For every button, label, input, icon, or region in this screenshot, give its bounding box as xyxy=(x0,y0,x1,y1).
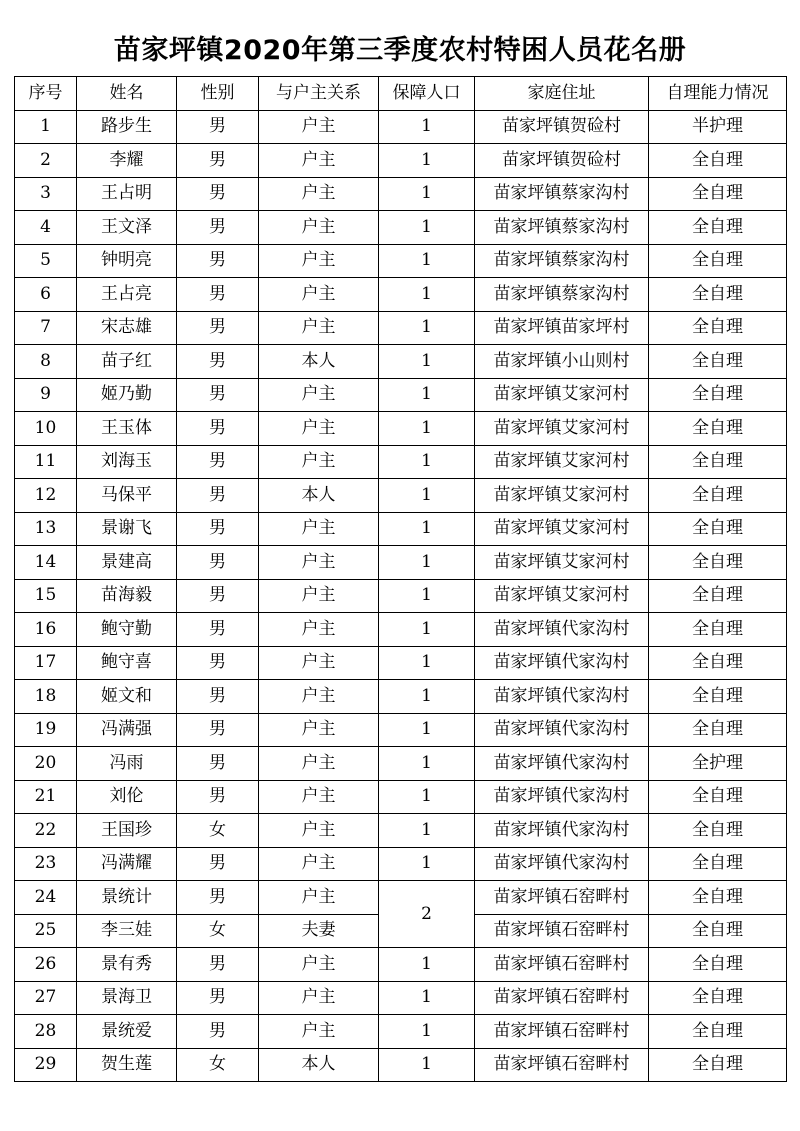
relation-to-head-cell: 户主 xyxy=(259,512,379,546)
covered-count-cell: 1 xyxy=(379,814,475,848)
covered-count-cell: 1 xyxy=(379,713,475,747)
relation-to-head-cell: 户主 xyxy=(259,780,379,814)
gender-cell: 男 xyxy=(177,110,259,144)
home-address-cell: 苗家坪镇石窑畔村 xyxy=(475,948,649,982)
gender-cell: 男 xyxy=(177,747,259,781)
gender-cell: 男 xyxy=(177,445,259,479)
row-number-cell: 11 xyxy=(15,445,77,479)
covered-count-cell: 1 xyxy=(379,512,475,546)
relation-to-head-cell: 户主 xyxy=(259,445,379,479)
covered-count-cell: 1 xyxy=(379,412,475,446)
person-name-cell: 刘海玉 xyxy=(77,445,177,479)
covered-count-cell: 1 xyxy=(379,311,475,345)
covered-count-cell: 1 xyxy=(379,110,475,144)
table-row xyxy=(15,211,787,245)
roster-table xyxy=(14,76,787,1082)
person-name-cell: 马保平 xyxy=(77,479,177,513)
gender-cell: 男 xyxy=(177,278,259,312)
covered-count-cell: 1 xyxy=(379,479,475,513)
covered-count-cell: 1 xyxy=(379,144,475,178)
person-name-cell: 路步生 xyxy=(77,110,177,144)
covered-count-cell: 1 xyxy=(379,646,475,680)
relation-to-head-cell: 户主 xyxy=(259,948,379,982)
self-care-ability-cell: 全自理 xyxy=(649,244,787,278)
gender-cell: 男 xyxy=(177,981,259,1015)
self-care-ability-cell: 全自理 xyxy=(649,479,787,513)
row-number-cell: 1 xyxy=(15,110,77,144)
table-row xyxy=(15,646,787,680)
gender-cell: 男 xyxy=(177,1015,259,1049)
covered-count-cell: 1 xyxy=(379,177,475,211)
self-care-ability-cell: 全自理 xyxy=(649,412,787,446)
gender-cell: 男 xyxy=(177,211,259,245)
table-row xyxy=(15,412,787,446)
home-address-cell: 苗家坪镇艾家河村 xyxy=(475,579,649,613)
row-number-cell: 4 xyxy=(15,211,77,245)
home-address-cell: 苗家坪镇石窑畔村 xyxy=(475,1015,649,1049)
covered-count-cell: 1 xyxy=(379,579,475,613)
header-relation: 与户主关系 xyxy=(259,77,379,111)
row-number-cell: 16 xyxy=(15,613,77,647)
home-address-cell: 苗家坪镇艾家河村 xyxy=(475,546,649,580)
self-care-ability-cell: 全自理 xyxy=(649,613,787,647)
relation-to-head-cell: 户主 xyxy=(259,747,379,781)
home-address-cell: 苗家坪镇蔡家沟村 xyxy=(475,177,649,211)
self-care-ability-cell: 全自理 xyxy=(649,981,787,1015)
relation-to-head-cell: 本人 xyxy=(259,345,379,379)
relation-to-head-cell: 户主 xyxy=(259,981,379,1015)
row-number-cell: 15 xyxy=(15,579,77,613)
gender-cell: 男 xyxy=(177,881,259,915)
home-address-cell: 苗家坪镇代家沟村 xyxy=(475,680,649,714)
home-address-cell: 苗家坪镇蔡家沟村 xyxy=(475,211,649,245)
home-address-cell: 苗家坪镇代家沟村 xyxy=(475,780,649,814)
header-row xyxy=(15,77,787,111)
home-address-cell: 苗家坪镇蔡家沟村 xyxy=(475,244,649,278)
home-address-cell: 苗家坪镇贺硷村 xyxy=(475,144,649,178)
person-name-cell: 王国珍 xyxy=(77,814,177,848)
gender-cell: 男 xyxy=(177,311,259,345)
covered-count-cell: 1 xyxy=(379,1015,475,1049)
person-name-cell: 鲍守喜 xyxy=(77,646,177,680)
row-number-cell: 13 xyxy=(15,512,77,546)
table-row xyxy=(15,110,787,144)
gender-cell: 男 xyxy=(177,546,259,580)
covered-count-cell: 1 xyxy=(379,780,475,814)
header-count: 保障人口 xyxy=(379,77,475,111)
self-care-ability-cell: 全自理 xyxy=(649,1015,787,1049)
header-gender: 性别 xyxy=(177,77,259,111)
relation-to-head-cell: 户主 xyxy=(259,177,379,211)
self-care-ability-cell: 全自理 xyxy=(649,881,787,915)
relation-to-head-cell: 夫妻 xyxy=(259,914,379,948)
covered-count-cell: 1 xyxy=(379,211,475,245)
self-care-ability-cell: 全自理 xyxy=(649,680,787,714)
person-name-cell: 景统爱 xyxy=(77,1015,177,1049)
self-care-ability-cell: 全自理 xyxy=(649,948,787,982)
relation-to-head-cell: 户主 xyxy=(259,680,379,714)
row-number-cell: 8 xyxy=(15,345,77,379)
self-care-ability-cell: 全自理 xyxy=(649,847,787,881)
person-name-cell: 景海卫 xyxy=(77,981,177,1015)
row-number-cell: 7 xyxy=(15,311,77,345)
home-address-cell: 苗家坪镇石窑畔村 xyxy=(475,881,649,915)
covered-count-cell: 1 xyxy=(379,747,475,781)
self-care-ability-cell: 全自理 xyxy=(649,780,787,814)
relation-to-head-cell: 户主 xyxy=(259,378,379,412)
gender-cell: 男 xyxy=(177,613,259,647)
home-address-cell: 苗家坪镇贺硷村 xyxy=(475,110,649,144)
gender-cell: 男 xyxy=(177,378,259,412)
gender-cell: 男 xyxy=(177,579,259,613)
covered-count-cell: 1 xyxy=(379,948,475,982)
row-number-cell: 9 xyxy=(15,378,77,412)
table-row xyxy=(15,546,787,580)
relation-to-head-cell: 户主 xyxy=(259,110,379,144)
table-row xyxy=(15,847,787,881)
relation-to-head-cell: 本人 xyxy=(259,479,379,513)
relation-to-head-cell: 本人 xyxy=(259,1048,379,1082)
row-number-cell: 3 xyxy=(15,177,77,211)
header-name: 姓名 xyxy=(77,77,177,111)
covered-count-cell: 2 xyxy=(379,881,475,948)
gender-cell: 女 xyxy=(177,814,259,848)
self-care-ability-cell: 半护理 xyxy=(649,110,787,144)
covered-count-cell: 1 xyxy=(379,278,475,312)
gender-cell: 男 xyxy=(177,412,259,446)
home-address-cell: 苗家坪镇代家沟村 xyxy=(475,646,649,680)
row-number-cell: 24 xyxy=(15,881,77,915)
table-row xyxy=(15,445,787,479)
relation-to-head-cell: 户主 xyxy=(259,713,379,747)
gender-cell: 男 xyxy=(177,177,259,211)
home-address-cell: 苗家坪镇艾家河村 xyxy=(475,412,649,446)
table-row xyxy=(15,981,787,1015)
person-name-cell: 李三娃 xyxy=(77,914,177,948)
person-name-cell: 钟明亮 xyxy=(77,244,177,278)
covered-count-cell: 1 xyxy=(379,613,475,647)
row-number-cell: 21 xyxy=(15,780,77,814)
table-row xyxy=(15,680,787,714)
gender-cell: 男 xyxy=(177,244,259,278)
self-care-ability-cell: 全自理 xyxy=(649,445,787,479)
header-address: 家庭住址 xyxy=(475,77,649,111)
self-care-ability-cell: 全自理 xyxy=(649,278,787,312)
person-name-cell: 姬文和 xyxy=(77,680,177,714)
home-address-cell: 苗家坪镇蔡家沟村 xyxy=(475,278,649,312)
relation-to-head-cell: 户主 xyxy=(259,278,379,312)
covered-count-cell: 1 xyxy=(379,981,475,1015)
home-address-cell: 苗家坪镇艾家河村 xyxy=(475,378,649,412)
covered-count-cell: 1 xyxy=(379,1048,475,1082)
relation-to-head-cell: 户主 xyxy=(259,546,379,580)
person-name-cell: 王文泽 xyxy=(77,211,177,245)
self-care-ability-cell: 全自理 xyxy=(649,546,787,580)
gender-cell: 男 xyxy=(177,948,259,982)
row-number-cell: 6 xyxy=(15,278,77,312)
row-number-cell: 14 xyxy=(15,546,77,580)
person-name-cell: 李耀 xyxy=(77,144,177,178)
self-care-ability-cell: 全自理 xyxy=(649,914,787,948)
person-name-cell: 冯满强 xyxy=(77,713,177,747)
covered-count-cell: 1 xyxy=(379,345,475,379)
table-row xyxy=(15,244,787,278)
person-name-cell: 王占亮 xyxy=(77,278,177,312)
gender-cell: 男 xyxy=(177,479,259,513)
relation-to-head-cell: 户主 xyxy=(259,847,379,881)
self-care-ability-cell: 全自理 xyxy=(649,646,787,680)
row-number-cell: 29 xyxy=(15,1048,77,1082)
self-care-ability-cell: 全自理 xyxy=(649,311,787,345)
covered-count-cell: 1 xyxy=(379,244,475,278)
self-care-ability-cell: 全自理 xyxy=(649,345,787,379)
covered-count-cell: 1 xyxy=(379,546,475,580)
row-number-cell: 23 xyxy=(15,847,77,881)
home-address-cell: 苗家坪镇石窑畔村 xyxy=(475,914,649,948)
self-care-ability-cell: 全自理 xyxy=(649,144,787,178)
relation-to-head-cell: 户主 xyxy=(259,144,379,178)
person-name-cell: 贺生莲 xyxy=(77,1048,177,1082)
person-name-cell: 景建高 xyxy=(77,546,177,580)
person-name-cell: 苗子红 xyxy=(77,345,177,379)
gender-cell: 男 xyxy=(177,847,259,881)
person-name-cell: 冯满耀 xyxy=(77,847,177,881)
person-name-cell: 王占明 xyxy=(77,177,177,211)
covered-count-cell: 1 xyxy=(379,847,475,881)
gender-cell: 男 xyxy=(177,144,259,178)
self-care-ability-cell: 全自理 xyxy=(649,512,787,546)
home-address-cell: 苗家坪镇小山则村 xyxy=(475,345,649,379)
home-address-cell: 苗家坪镇艾家河村 xyxy=(475,512,649,546)
gender-cell: 男 xyxy=(177,512,259,546)
person-name-cell: 景有秀 xyxy=(77,948,177,982)
roster-body xyxy=(15,110,787,1082)
covered-count-cell: 1 xyxy=(379,680,475,714)
covered-count-cell: 1 xyxy=(379,445,475,479)
row-number-cell: 25 xyxy=(15,914,77,948)
table-row xyxy=(15,579,787,613)
home-address-cell: 苗家坪镇代家沟村 xyxy=(475,747,649,781)
person-name-cell: 王玉体 xyxy=(77,412,177,446)
gender-cell: 男 xyxy=(177,345,259,379)
home-address-cell: 苗家坪镇艾家河村 xyxy=(475,479,649,513)
gender-cell: 男 xyxy=(177,680,259,714)
gender-cell: 男 xyxy=(177,780,259,814)
person-name-cell: 冯雨 xyxy=(77,747,177,781)
table-row xyxy=(15,1015,787,1049)
relation-to-head-cell: 户主 xyxy=(259,881,379,915)
person-name-cell: 宋志雄 xyxy=(77,311,177,345)
covered-count-cell: 1 xyxy=(379,378,475,412)
table-row xyxy=(15,378,787,412)
person-name-cell: 鲍守勤 xyxy=(77,613,177,647)
self-care-ability-cell: 全自理 xyxy=(649,378,787,412)
table-row xyxy=(15,512,787,546)
row-number-cell: 22 xyxy=(15,814,77,848)
self-care-ability-cell: 全护理 xyxy=(649,747,787,781)
row-number-cell: 28 xyxy=(15,1015,77,1049)
table-row xyxy=(15,613,787,647)
row-number-cell: 5 xyxy=(15,244,77,278)
row-number-cell: 18 xyxy=(15,680,77,714)
table-row xyxy=(15,479,787,513)
row-number-cell: 2 xyxy=(15,144,77,178)
home-address-cell: 苗家坪镇代家沟村 xyxy=(475,613,649,647)
row-number-cell: 10 xyxy=(15,412,77,446)
home-address-cell: 苗家坪镇石窑畔村 xyxy=(475,1048,649,1082)
table-row xyxy=(15,144,787,178)
table-row xyxy=(15,881,787,915)
self-care-ability-cell: 全自理 xyxy=(649,814,787,848)
row-number-cell: 12 xyxy=(15,479,77,513)
gender-cell: 女 xyxy=(177,914,259,948)
person-name-cell: 姬乃勤 xyxy=(77,378,177,412)
gender-cell: 女 xyxy=(177,1048,259,1082)
table-row xyxy=(15,311,787,345)
row-number-cell: 27 xyxy=(15,981,77,1015)
relation-to-head-cell: 户主 xyxy=(259,579,379,613)
home-address-cell: 苗家坪镇艾家河村 xyxy=(475,445,649,479)
home-address-cell: 苗家坪镇苗家坪村 xyxy=(475,311,649,345)
self-care-ability-cell: 全自理 xyxy=(649,1048,787,1082)
table-row xyxy=(15,948,787,982)
table-row xyxy=(15,780,787,814)
row-number-cell: 26 xyxy=(15,948,77,982)
row-number-cell: 19 xyxy=(15,713,77,747)
table-row xyxy=(15,345,787,379)
relation-to-head-cell: 户主 xyxy=(259,311,379,345)
relation-to-head-cell: 户主 xyxy=(259,412,379,446)
relation-to-head-cell: 户主 xyxy=(259,814,379,848)
row-number-cell: 17 xyxy=(15,646,77,680)
self-care-ability-cell: 全自理 xyxy=(649,713,787,747)
gender-cell: 男 xyxy=(177,646,259,680)
row-number-cell: 20 xyxy=(15,747,77,781)
relation-to-head-cell: 户主 xyxy=(259,1015,379,1049)
table-row xyxy=(15,814,787,848)
relation-to-head-cell: 户主 xyxy=(259,244,379,278)
table-row xyxy=(15,713,787,747)
person-name-cell: 景谢飞 xyxy=(77,512,177,546)
relation-to-head-cell: 户主 xyxy=(259,211,379,245)
home-address-cell: 苗家坪镇代家沟村 xyxy=(475,713,649,747)
gender-cell: 男 xyxy=(177,713,259,747)
home-address-cell: 苗家坪镇石窑畔村 xyxy=(475,981,649,1015)
self-care-ability-cell: 全自理 xyxy=(649,579,787,613)
table-row xyxy=(15,278,787,312)
home-address-cell: 苗家坪镇代家沟村 xyxy=(475,847,649,881)
person-name-cell: 苗海毅 xyxy=(77,579,177,613)
person-name-cell: 景统计 xyxy=(77,881,177,915)
self-care-ability-cell: 全自理 xyxy=(649,211,787,245)
header-ability: 自理能力情况 xyxy=(649,77,787,111)
table-row xyxy=(15,747,787,781)
person-name-cell: 刘伦 xyxy=(77,780,177,814)
header-no: 序号 xyxy=(15,77,77,111)
relation-to-head-cell: 户主 xyxy=(259,646,379,680)
document-title: 苗家坪镇2020年第三季度农村特困人员花名册 xyxy=(113,35,687,66)
self-care-ability-cell: 全自理 xyxy=(649,177,787,211)
relation-to-head-cell: 户主 xyxy=(259,613,379,647)
home-address-cell: 苗家坪镇代家沟村 xyxy=(475,814,649,848)
table-row xyxy=(15,177,787,211)
table-row xyxy=(15,1048,787,1082)
